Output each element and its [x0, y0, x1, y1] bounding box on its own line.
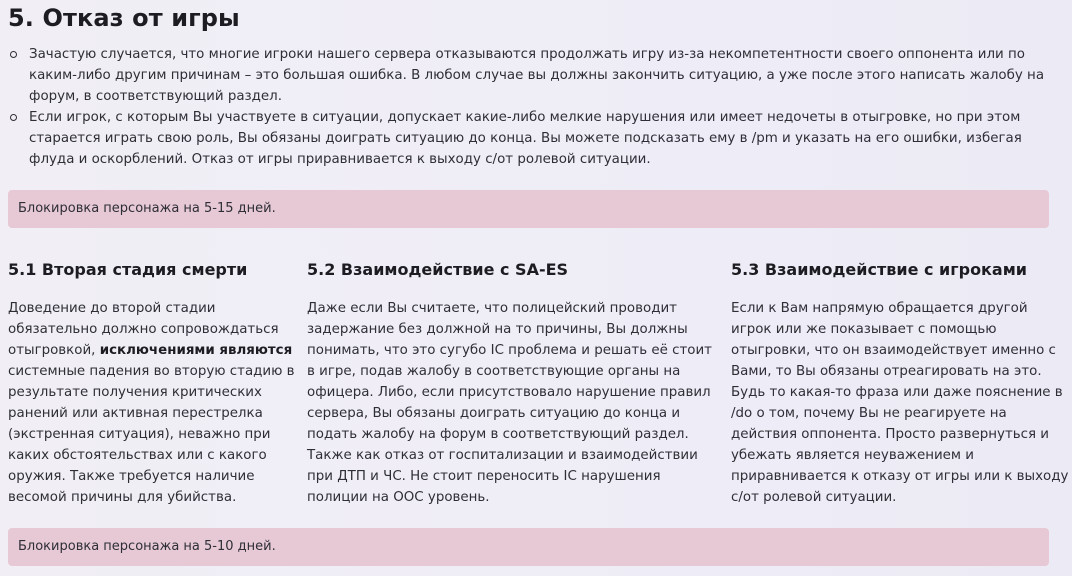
bullet-icon — [10, 51, 17, 58]
section-text: Если к Вам напрямую обращается другой игрок или же показывает с помощью отыгровки, что он взаимодействует именно с Вами, то Вы обязаны отреагировать на это. Будь то какая-то фраза или даже пояснение в /do о том, почему Вы не реагируете на действия оппонента. Просто развернуться и убежать является неуважением и приравнивается к отказу от игры или к выходу с/от ролевой ситуации. — [731, 301, 1069, 505]
section-text-end: системные падения во вторую стадию в результате получения критических ранений или активная перестрелка (экстренная ситуация), неважно при каких обстоятельствах или с какого оружия. Также требуется наличие весомой причины для убийства. — [8, 364, 295, 505]
list-item — [8, 44, 1064, 107]
section-second-stage-death — [8, 258, 302, 508]
rules-list — [8, 44, 1064, 170]
rule-text: Зачастую случается, что многие игроки нашего сервера отказываются продолжать игру из-за некомпетентности своего оппонента или по каким-либо другим причинам – это большая ошибка. В любом случае вы должны закончить ситуацию, а уже после этого написать жалобу на форум, в соответствующий раздел. — [29, 47, 1045, 104]
page-title: 5. Отказ от игры — [8, 4, 240, 32]
rule-text: Если игрок, с которым Вы участвуете в ситуации, допускает какие-либо мелкие нарушения или имеет недочеты в отыгровке, но при этом старается играть свою роль, Вы обязаны доиграть ситуацию до конца. Вы можете подсказать ему в /pm и указать на его ошибки, избегая флуда и оскорблений. Отказ от игры приравнивается к выходу с/от ролевой ситуации. — [29, 110, 1022, 167]
section-players — [731, 258, 1069, 508]
section-text: Даже если Вы считаете, что полицейский проводит задержание без должной на то причины, Вы должны понимать, что это сугубо IC проблема и решать её стоит в игре, подав жалобу в соответствующие органы на офицера. Либо, если присутствовало нарушение правил сервера, Вы обязаны доиграть ситуацию до конца и подать жалобу на форум в соответствующий раздел. Также как отказ от госпитализации и взаимодействии при ДТП и ЧС. Не стоит переносить IC нарушения полиции на OOC уровень. — [307, 301, 712, 505]
section-heading: 5.1 Вторая стадия смерти — [8, 260, 248, 279]
penalty-notice: Блокировка персонажа на 5-15 дней. — [8, 190, 1049, 228]
penalty-notice: Блокировка персонажа на 5-10 дней. — [8, 528, 1049, 566]
section-heading: 5.2 Взаимодействие с SA-ES — [307, 260, 569, 279]
bullet-icon — [10, 114, 17, 121]
section-text-start: Доведение до второй стадии обязательно должно сопровождаться отыгровкой, — [8, 301, 279, 358]
list-item — [8, 107, 1064, 170]
section-text-bold: исключениями являются — [99, 343, 293, 358]
section-heading: 5.3 Взаимодействие с игроками — [731, 260, 1027, 279]
section-text — [8, 298, 302, 508]
section-sa-es — [307, 258, 723, 508]
